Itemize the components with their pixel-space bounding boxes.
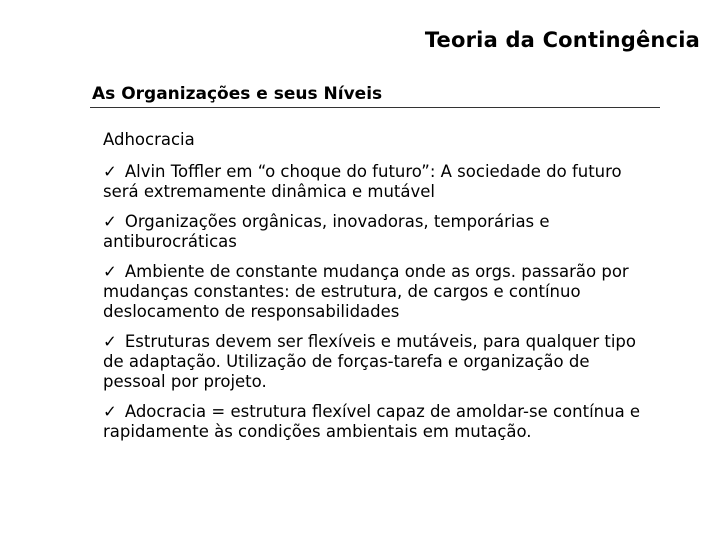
header-divider	[90, 107, 660, 108]
slide-content	[103, 130, 643, 452]
bullet-text: Adocracia = estrutura flexível capaz de amoldar-se contínua e rapidamente às condições ambientais em mutação.	[103, 402, 641, 441]
bullet-item	[103, 332, 643, 392]
bullet-item	[103, 162, 643, 202]
checkmark-icon: ✓	[103, 262, 117, 281]
section-heading: Adhocracia	[103, 130, 195, 149]
bullet-item	[103, 262, 643, 322]
slide-subtitle: As Organizações e seus Níveis	[92, 84, 383, 104]
bullet-text: Alvin Toffler em “o choque do futuro”: A sociedade do futuro será extremamente dinâmica e mutável	[103, 162, 622, 201]
bullet-text: Organizações orgânicas, inovadoras, temporárias e antiburocráticas	[103, 212, 550, 251]
bullet-item	[103, 212, 643, 252]
checkmark-icon: ✓	[103, 332, 117, 351]
bullet-text: Ambiente de constante mudança onde as orgs. passarão por mudanças constantes: de estrutura, de cargos e contínuo deslocamento de responsabilidades	[103, 262, 629, 321]
bullet-text: Estruturas devem ser flexíveis e mutáveis, para qualquer tipo de adaptação. Utilização de forças-tarefa e organização de pessoal por projeto.	[103, 332, 636, 391]
checkmark-icon: ✓	[103, 402, 117, 421]
bullet-item	[103, 402, 643, 442]
checkmark-icon: ✓	[103, 162, 117, 181]
slide-title: Teoria da Contingência	[424, 28, 700, 52]
checkmark-icon: ✓	[103, 212, 117, 231]
